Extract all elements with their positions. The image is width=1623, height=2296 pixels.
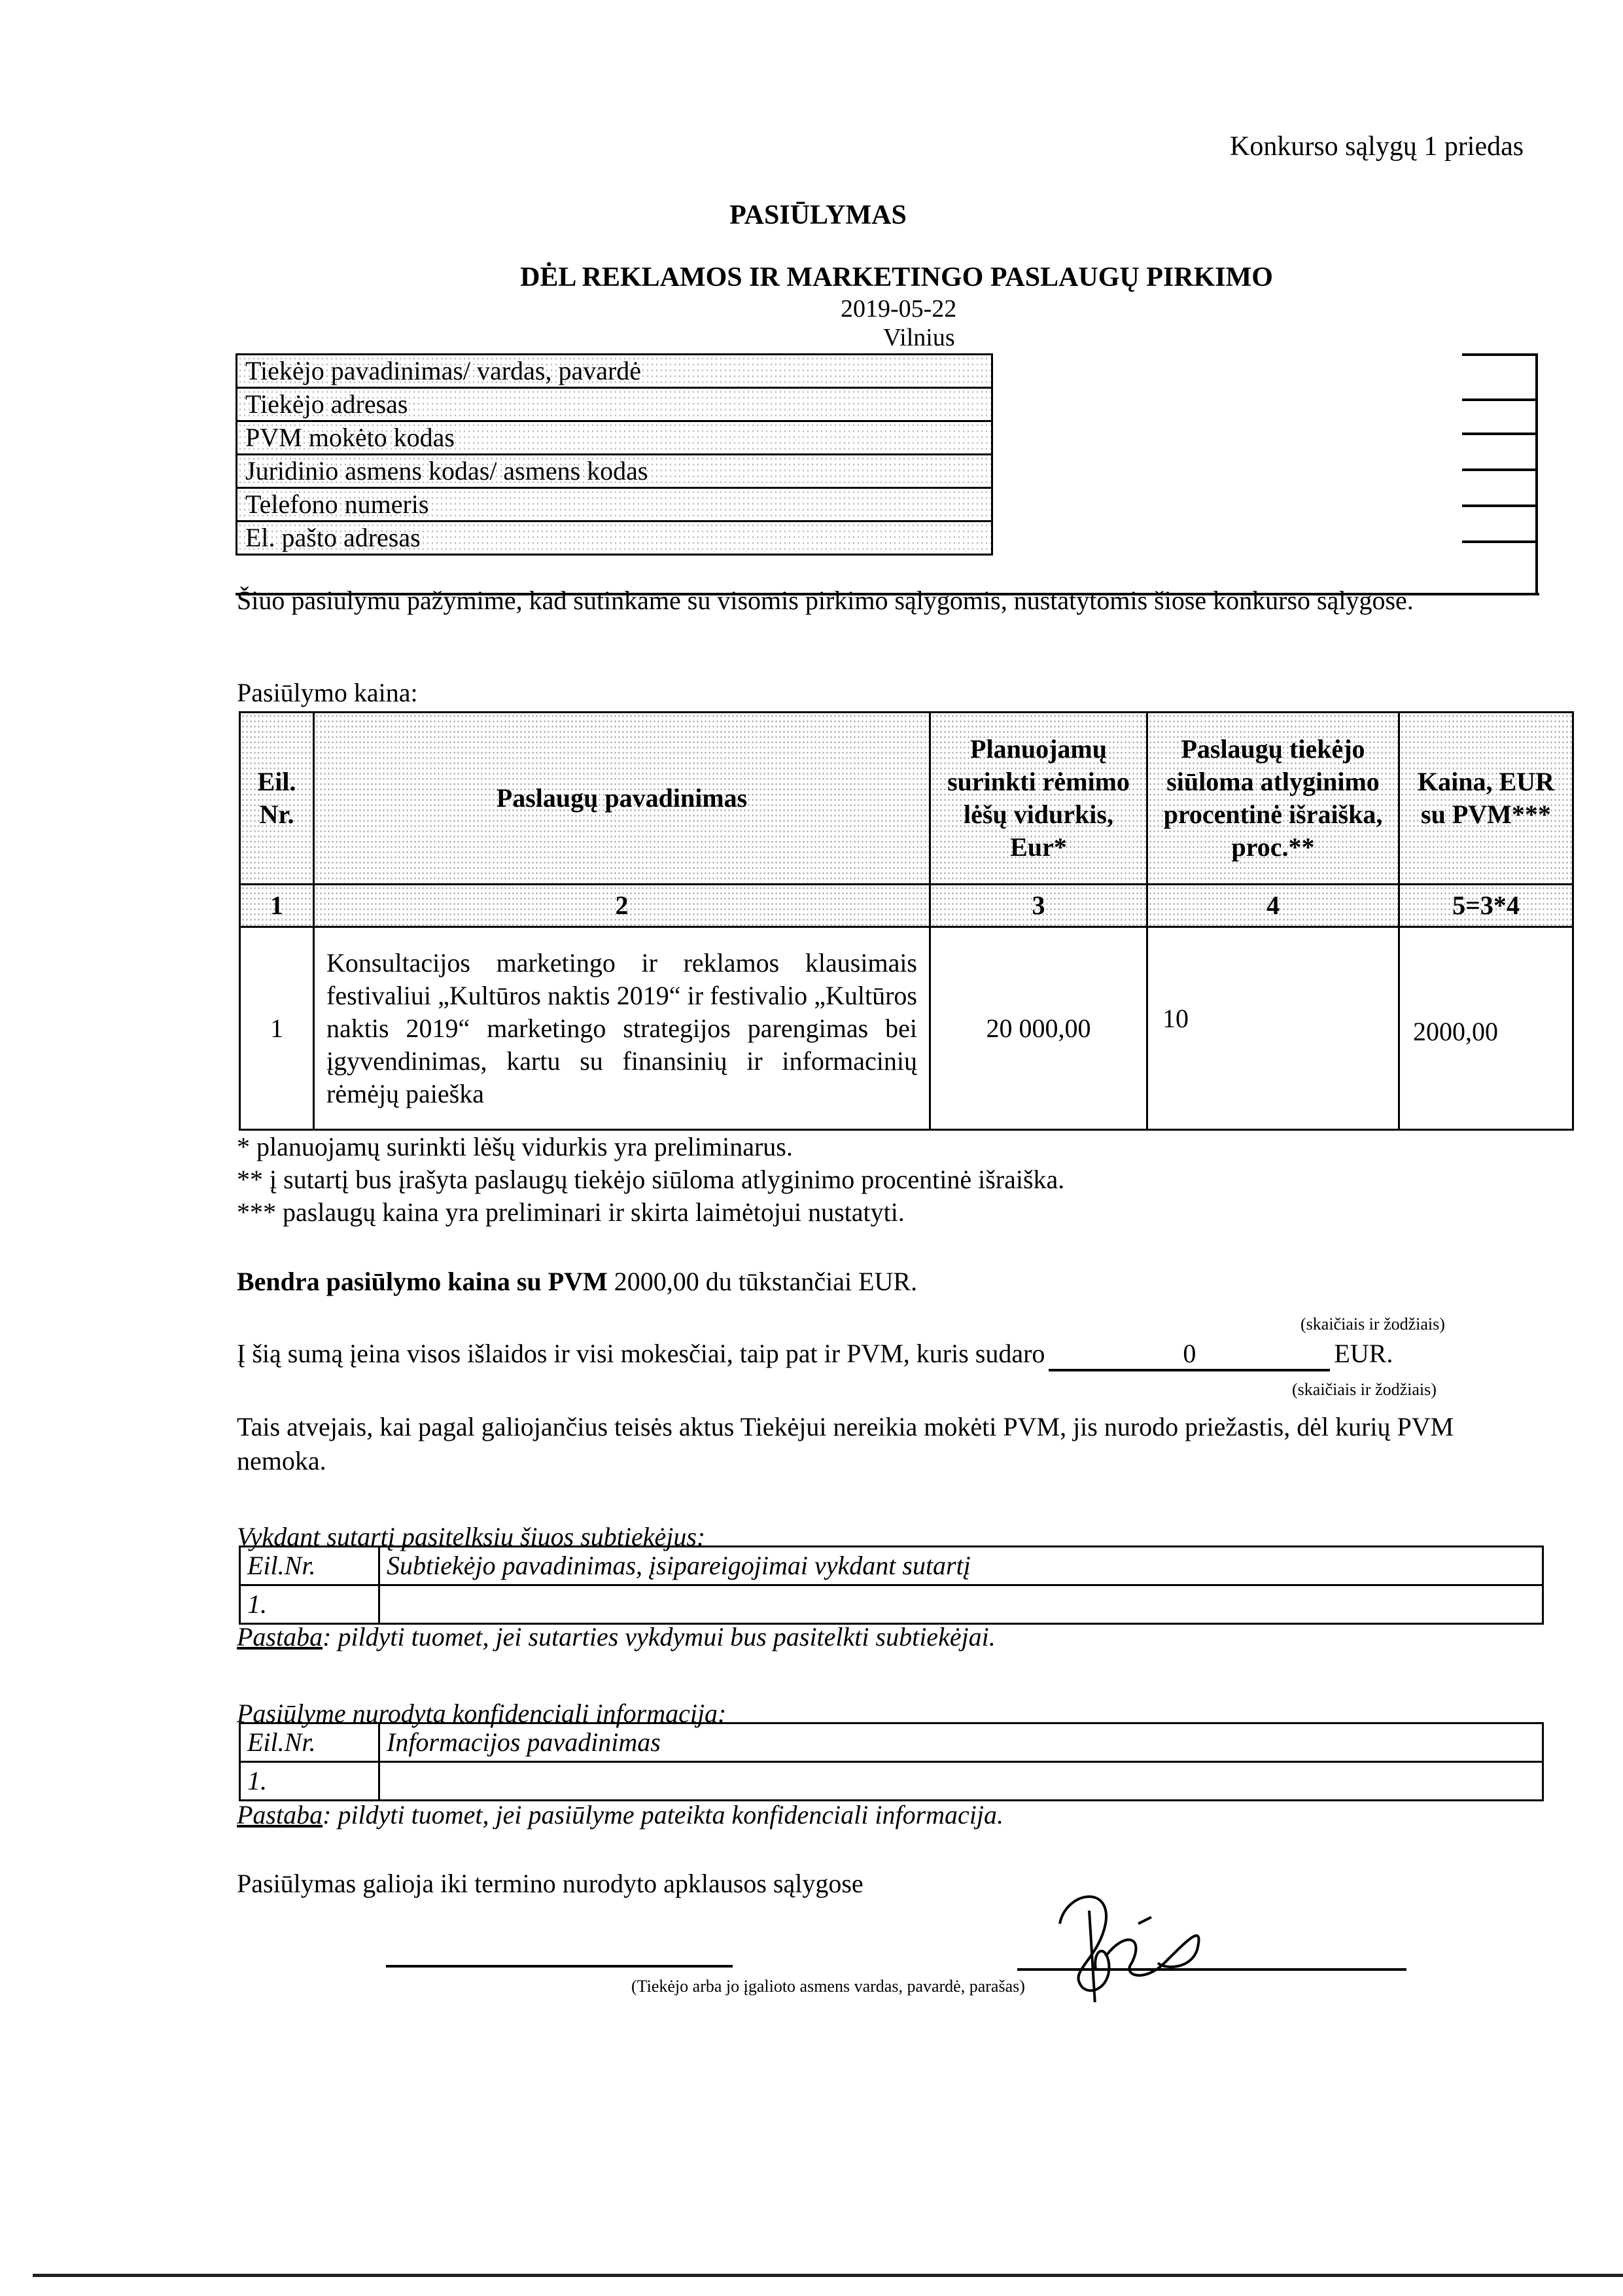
total-price-label: Bendra pasiūlymo kaina su PVM	[237, 1267, 608, 1296]
agreement-text: Šiuo pasiūlymu pažymime, kad sutinkame su visomis pirkimo sąlygomis, nustatytomis šiose konkurso sąlygose.	[237, 586, 1414, 615]
no-vat-text: Tais atvejais, kai pagal galiojančius teisės aktus Tiekėjui nereikia mokėti PVM, jis nurodo priežastis, dėl kurių PVM nemoka.	[237, 1412, 1454, 1475]
footnote: * planuojamų surinkti lėšų vidurkis yra preliminarus.	[237, 1132, 793, 1161]
supplier-row	[237, 421, 992, 455]
price-value: 2000,00	[1399, 927, 1573, 1130]
signature-line	[386, 1965, 733, 1968]
planned-funds-value: 20 000,00	[930, 927, 1147, 1130]
signature-caption: (Tiekėjo arba jo įgalioto asmens vardas, pavardė, parašas)	[631, 1977, 1025, 1996]
column-header: Kaina, EUR su PVM***	[1399, 713, 1573, 885]
vat-currency: EUR.	[1334, 1339, 1393, 1368]
confidential-label: Pasiūlyme nurodyta konfidenciali informacija:	[237, 1699, 727, 1728]
vat-line	[237, 1338, 1393, 1371]
column-header: Eil. Nr.	[240, 713, 314, 885]
footnotes	[237, 1131, 1064, 1229]
column-number: 1	[240, 885, 314, 927]
footnote: ** į sutartį bus įrašyta paslaugų tiekėjo siūloma atlyginimo procentinė išraiška.	[237, 1165, 1065, 1194]
supplier-row	[237, 521, 992, 555]
column-header: Paslaugų tiekėjo siūloma atlyginimo procentinė išraiška, proc.**	[1147, 713, 1399, 885]
supplier-field-label: Telefono numeris	[237, 488, 992, 521]
document-subtitle: DĖL REKLAMOS IR MARKETINGO PASLAUGŲ PIRKIMO	[520, 262, 1273, 292]
supplier-field-label: Tiekėjo adresas	[237, 388, 992, 421]
column-number: 4	[1147, 885, 1399, 927]
table-row	[240, 1585, 1543, 1624]
supplier-row	[237, 488, 992, 521]
supplier-field-label: El. pašto adresas	[237, 521, 992, 555]
price-table	[239, 711, 1574, 1131]
subcontractors-header-row	[240, 1547, 1543, 1585]
price-table-header-row	[240, 713, 1573, 885]
total-price-value: 2000,00 du tūkstančiai EUR.	[614, 1267, 918, 1296]
vat-text: Į šią sumą įeina visos išlaidos ir visi mokesčiai, taip pat ir PVM, kuris sudaro	[237, 1339, 1045, 1368]
note-label: Pastaba	[237, 1622, 323, 1651]
page-bottom-divider	[33, 2274, 1623, 2277]
row-number: 1.	[240, 1762, 379, 1801]
validity-text: Pasiūlymas galioja iki termino nurodyto apklausos sąlygose	[237, 1869, 864, 1898]
vat-hint: (skaičiais ir žodžiais)	[1292, 1380, 1437, 1399]
column-header: Eil.Nr.	[240, 1723, 379, 1762]
footnote: *** paslaugų kaina yra preliminari ir skirta laimėtojui nustatyti.	[237, 1197, 905, 1227]
supplier-field-label: PVM mokėto kodas	[237, 421, 992, 455]
supplier-field-label: Juridinio asmens kodas/ asmens kodas	[237, 455, 992, 488]
supplier-info-table	[236, 353, 993, 556]
column-header: Subtiekėjo pavadinimas, įsipareigojimai vykdant sutartį	[379, 1547, 1543, 1585]
note-text: : pildyti tuomet, jei pasiūlyme pateikta konfidenciali informacija.	[323, 1800, 1004, 1829]
supplier-row	[237, 388, 992, 421]
column-header: Informacijos pavadinimas	[379, 1723, 1543, 1762]
note-text: : pildyti tuomet, jei sutarties vykdymui bus pasitelkti subtiekėjai.	[323, 1622, 996, 1651]
subcontractors-note	[237, 1621, 996, 1653]
annex-label: Konkurso sąlygų 1 priedas	[1230, 132, 1524, 162]
total-hint: (skaičiais ir žodžiais)	[1300, 1315, 1445, 1333]
table-row	[240, 927, 1573, 1130]
row-number: 1.	[240, 1585, 379, 1624]
document-city: Vilnius	[883, 324, 955, 351]
confidential-table	[239, 1722, 1544, 1801]
percent-value: 10	[1147, 927, 1399, 1130]
table-row	[240, 1762, 1543, 1801]
column-number: 5=3*4	[1399, 885, 1573, 927]
service-description: Konsultacijos marketingo ir reklamos klausimais festivaliui „Kultūros naktis 2019“ ir festivalio „Kultūros naktis 2019“ marketingo strategijos parengimas bei įgyvendinimas, kartu su finansinių ir informacinių rėmėjų paieška	[314, 927, 930, 1130]
confidential-header-row	[240, 1723, 1543, 1762]
document-date: 2019-05-22	[841, 295, 957, 323]
total-price-line	[237, 1266, 917, 1298]
signature-icon	[1034, 1884, 1230, 2005]
price-table-number-row	[240, 885, 1573, 927]
supplier-field-label: Tiekėjo pavadinimas/ vardas, pavardė	[237, 355, 992, 388]
column-number: 2	[314, 885, 930, 927]
vat-amount-field[interactable]: 0	[1049, 1338, 1330, 1371]
column-header: Eil.Nr.	[240, 1547, 379, 1585]
supplier-row	[237, 355, 992, 388]
column-header: Planuojamų surinkti rėmimo lėšų vidurkis, Eur*	[930, 713, 1147, 885]
document-title: PASIŪLYMAS	[729, 200, 907, 230]
price-section-label: Pasiūlymo kaina:	[237, 678, 418, 707]
subcontractors-table	[239, 1545, 1544, 1625]
subcontractor-field[interactable]	[379, 1585, 1543, 1624]
confidential-info-field[interactable]	[379, 1762, 1543, 1801]
column-header: Paslaugų pavadinimas	[314, 713, 930, 885]
confidential-note	[237, 1799, 1003, 1831]
supplier-row	[237, 455, 992, 488]
note-label: Pastaba	[237, 1800, 323, 1829]
column-number: 3	[930, 885, 1147, 927]
subcontractors-label: Vykdant sutartį pasitelksiu šiuos subtiekėjus:	[237, 1522, 706, 1551]
row-number: 1	[240, 927, 314, 1130]
